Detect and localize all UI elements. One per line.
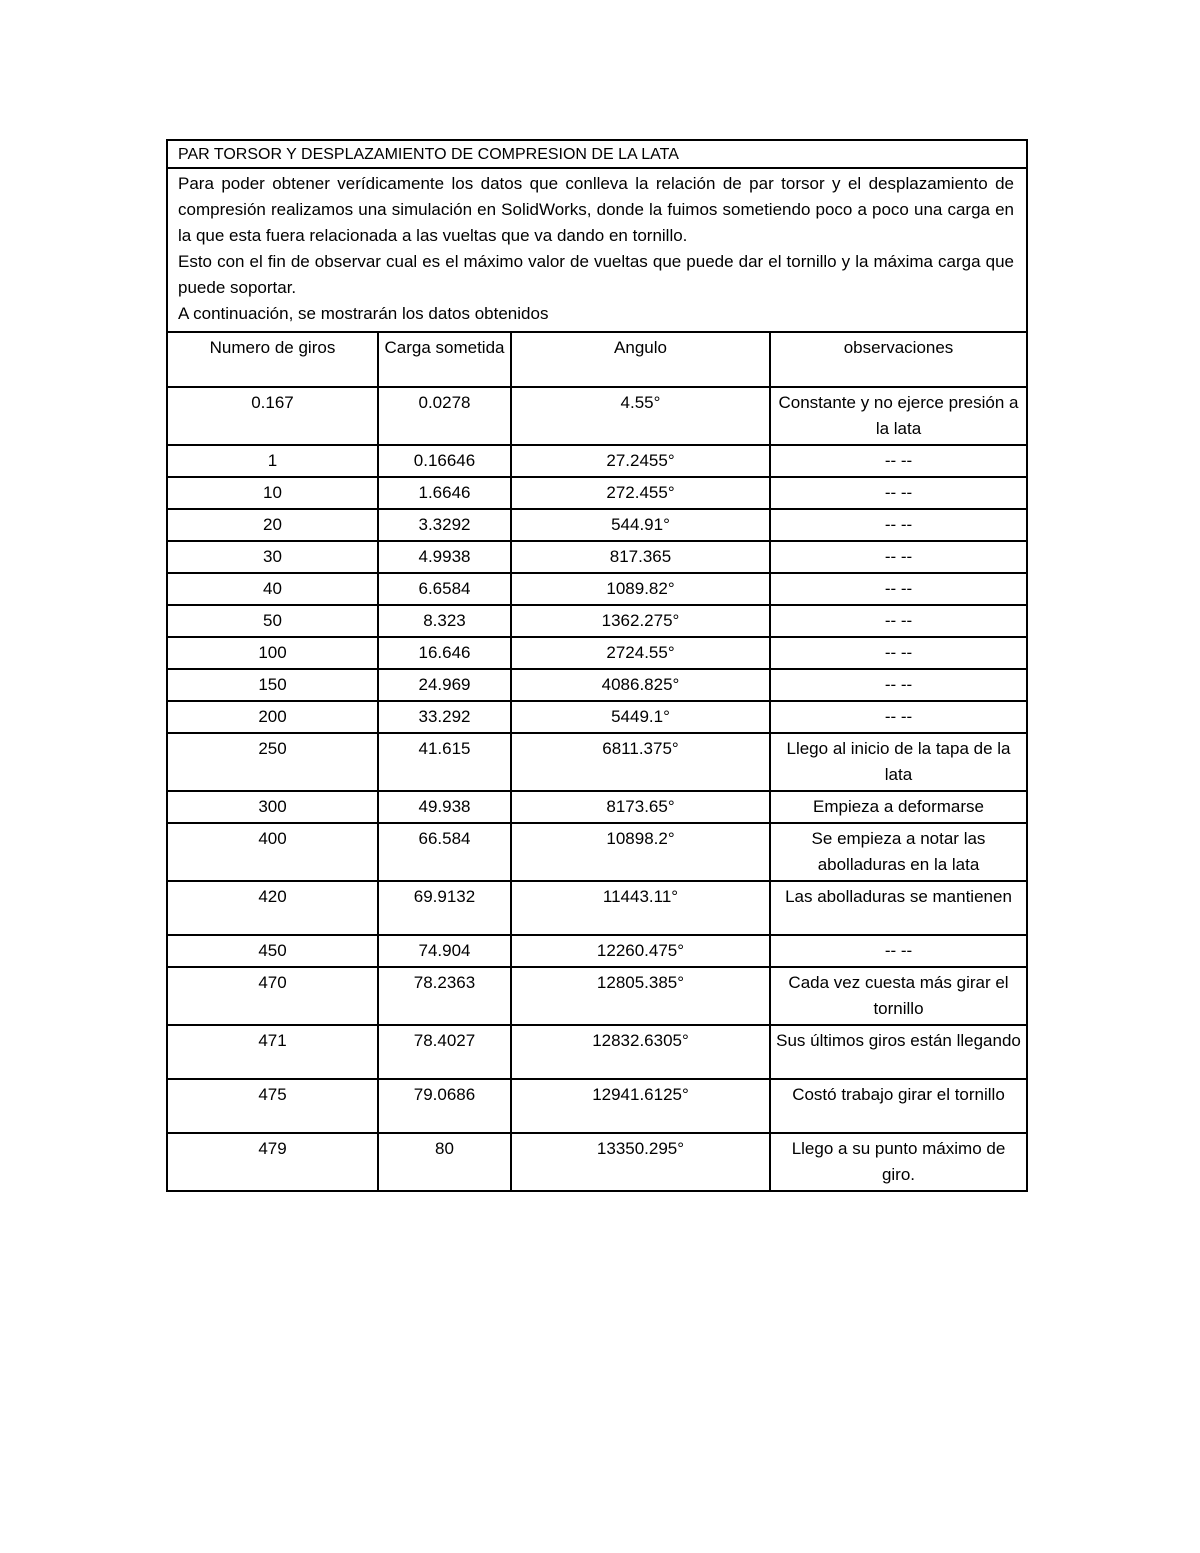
angulo-cell: 12805.385° — [511, 967, 770, 1025]
table-row — [168, 573, 1026, 605]
table-row — [168, 477, 1026, 509]
carga-cell: 24.969 — [378, 669, 511, 701]
observaciones-cell: -- -- — [770, 669, 1026, 701]
observaciones-cell: Costó trabajo girar el tornillo — [770, 1079, 1026, 1133]
carga-cell: 0.16646 — [378, 445, 511, 477]
carga-cell: 78.4027 — [378, 1025, 511, 1079]
giros-cell: 250 — [168, 733, 378, 791]
intro-paragraph: Esto con el fin de observar cual es el máximo valor de vueltas que puede dar el tornillo y la máxima carga que puede soportar. — [178, 252, 1014, 297]
angulo-cell: 12832.6305° — [511, 1025, 770, 1079]
giros-cell: 50 — [168, 605, 378, 637]
carga-cell: 33.292 — [378, 701, 511, 733]
header-carga-cell: Carga sometida — [378, 333, 511, 387]
table-row — [168, 935, 1026, 967]
giros-cell: 475 — [168, 1079, 378, 1133]
giros-cell: 1 — [168, 445, 378, 477]
giros-cell: 420 — [168, 881, 378, 935]
angulo-cell: 13350.295° — [511, 1133, 770, 1190]
angulo-cell: 1089.82° — [511, 573, 770, 605]
carga-cell: 79.0686 — [378, 1079, 511, 1133]
table-row — [168, 669, 1026, 701]
angulo-cell: 12260.475° — [511, 935, 770, 967]
observaciones-cell: Se empieza a notar las abolladuras en la lata — [770, 823, 1026, 881]
header-angulo-cell: Angulo — [511, 333, 770, 387]
giros-cell: 300 — [168, 791, 378, 823]
table-row — [168, 791, 1026, 823]
observaciones-cell: -- -- — [770, 477, 1026, 509]
table-row — [168, 1133, 1026, 1190]
giros-cell: 20 — [168, 509, 378, 541]
observaciones-cell: -- -- — [770, 637, 1026, 669]
results-table — [168, 333, 1026, 1190]
observaciones-cell: -- -- — [770, 573, 1026, 605]
giros-cell: 471 — [168, 1025, 378, 1079]
table-row — [168, 541, 1026, 573]
angulo-cell: 272.455° — [511, 477, 770, 509]
table-row — [168, 387, 1026, 445]
angulo-cell: 11443.11° — [511, 881, 770, 935]
observaciones-cell: Sus últimos giros están llegando — [770, 1025, 1026, 1079]
giros-cell: 450 — [168, 935, 378, 967]
intro-paragraph: A continuación, se mostrarán los datos obtenidos — [178, 304, 549, 323]
observaciones-cell: Las abolladuras se mantienen — [770, 881, 1026, 935]
angulo-cell: 1362.275° — [511, 605, 770, 637]
header-observaciones-cell: observaciones — [770, 333, 1026, 387]
table-row — [168, 881, 1026, 935]
intro-text — [168, 169, 1026, 333]
observaciones-cell: -- -- — [770, 541, 1026, 573]
carga-cell: 80 — [378, 1133, 511, 1190]
giros-cell: 100 — [168, 637, 378, 669]
giros-cell: 200 — [168, 701, 378, 733]
giros-cell: 10 — [168, 477, 378, 509]
intro-paragraph: Para poder obtener verídicamente los datos que conlleva la relación de par torsor y el desplazamiento de compresión realizamos una simulación en SolidWorks, donde la fuimos sometiendo poco a poco una carga en la que esta fuera relacionada a las vueltas que va dando en tornillo. — [178, 174, 1014, 245]
carga-cell: 49.938 — [378, 791, 511, 823]
table-header-row — [168, 333, 1026, 387]
giros-cell: 0.167 — [168, 387, 378, 445]
carga-cell: 69.9132 — [378, 881, 511, 935]
table-row — [168, 1079, 1026, 1133]
angulo-cell: 12941.6125° — [511, 1079, 770, 1133]
table-row — [168, 637, 1026, 669]
table-row — [168, 445, 1026, 477]
carga-cell: 66.584 — [378, 823, 511, 881]
carga-cell: 1.6646 — [378, 477, 511, 509]
angulo-cell: 544.91° — [511, 509, 770, 541]
angulo-cell: 27.2455° — [511, 445, 770, 477]
header-giros-cell: Numero de giros — [168, 333, 378, 387]
observaciones-cell: -- -- — [770, 509, 1026, 541]
carga-cell: 3.3292 — [378, 509, 511, 541]
table-row — [168, 733, 1026, 791]
observaciones-cell: -- -- — [770, 701, 1026, 733]
observaciones-cell: -- -- — [770, 605, 1026, 637]
carga-cell: 74.904 — [378, 935, 511, 967]
angulo-cell: 2724.55° — [511, 637, 770, 669]
angulo-cell: 817.365 — [511, 541, 770, 573]
giros-cell: 400 — [168, 823, 378, 881]
observaciones-cell: Llego a su punto máximo de giro. — [770, 1133, 1026, 1190]
carga-cell: 78.2363 — [378, 967, 511, 1025]
observaciones-cell: Empieza a deformarse — [770, 791, 1026, 823]
carga-cell: 16.646 — [378, 637, 511, 669]
carga-cell: 8.323 — [378, 605, 511, 637]
angulo-cell: 4086.825° — [511, 669, 770, 701]
angulo-cell: 5449.1° — [511, 701, 770, 733]
carga-cell: 6.6584 — [378, 573, 511, 605]
angulo-cell: 10898.2° — [511, 823, 770, 881]
carga-cell: 41.615 — [378, 733, 511, 791]
angulo-cell: 8173.65° — [511, 791, 770, 823]
report-box — [166, 139, 1028, 1192]
table-row — [168, 701, 1026, 733]
giros-cell: 40 — [168, 573, 378, 605]
observaciones-cell: -- -- — [770, 445, 1026, 477]
table-row — [168, 823, 1026, 881]
giros-cell: 150 — [168, 669, 378, 701]
observaciones-cell: -- -- — [770, 935, 1026, 967]
observaciones-cell: Llego al inicio de la tapa de la lata — [770, 733, 1026, 791]
table-row — [168, 605, 1026, 637]
angulo-cell: 4.55° — [511, 387, 770, 445]
angulo-cell: 6811.375° — [511, 733, 770, 791]
carga-cell: 0.0278 — [378, 387, 511, 445]
table-row — [168, 967, 1026, 1025]
observaciones-cell: Constante y no ejerce presión a la lata — [770, 387, 1026, 445]
observaciones-cell: Cada vez cuesta más girar el tornillo — [770, 967, 1026, 1025]
giros-cell: 470 — [168, 967, 378, 1025]
carga-cell: 4.9938 — [378, 541, 511, 573]
giros-cell: 479 — [168, 1133, 378, 1190]
table-row — [168, 1025, 1026, 1079]
document-title: PAR TORSOR Y DESPLAZAMIENTO DE COMPRESION DE LA LATA — [168, 141, 1026, 169]
table-row — [168, 509, 1026, 541]
giros-cell: 30 — [168, 541, 378, 573]
